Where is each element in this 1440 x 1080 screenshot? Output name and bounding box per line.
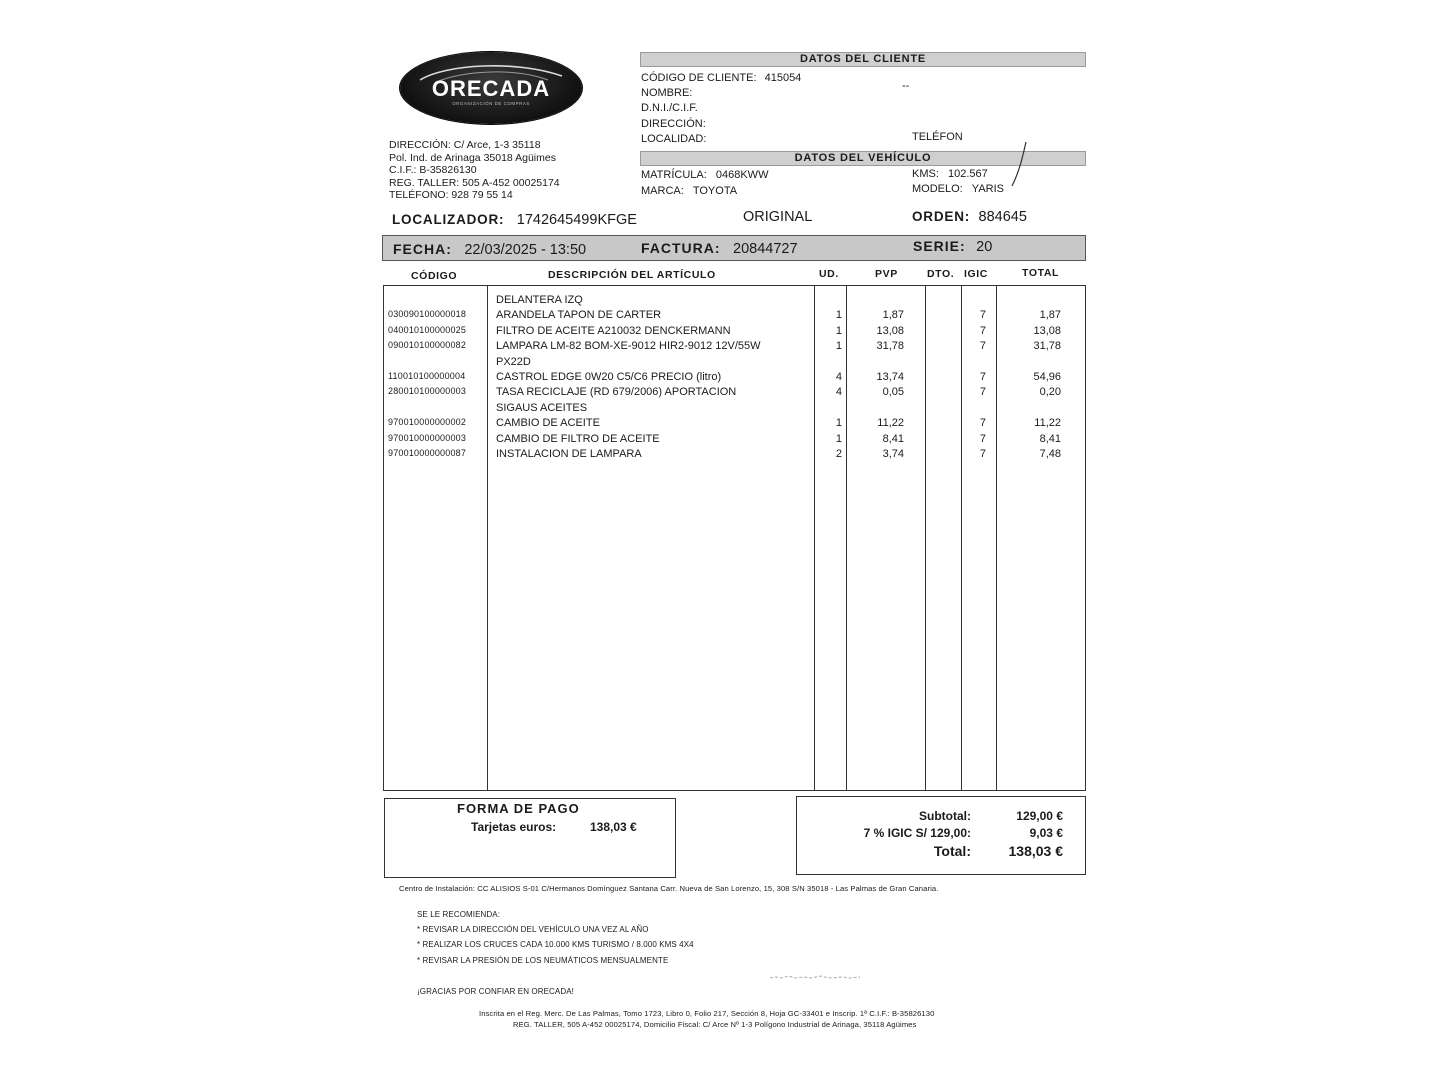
recommendation-item: * REVISAR LA PRESIÓN DE LOS NEUMÁTICOS MENSUALMENTE	[417, 956, 669, 965]
legal-line-1: Inscrita en el Reg. Merc. De Las Palmas, Tomo 1723, Libro 0, Folio 217, Sección 8, Hoja GC-33401 e Inscrip. 1ª C.I.F.: B-35826130	[479, 1009, 935, 1018]
table-row	[384, 433, 1087, 448]
col-header-pvp: PVP	[875, 268, 898, 280]
client-phone-label: TELÉFON	[912, 131, 963, 143]
logo-brand: ORECADA	[431, 76, 551, 101]
cell-igic: 7	[979, 324, 986, 337]
igic-value: 9,03 €	[1029, 826, 1063, 840]
table-row	[384, 448, 1087, 463]
table-row	[384, 371, 1087, 386]
cell-igic: 7	[979, 432, 986, 445]
line-items-table	[383, 285, 1086, 791]
cell-code: 090010100000082	[388, 340, 467, 351]
cell-code: 970010000000002	[388, 417, 467, 428]
company-address	[389, 139, 560, 202]
cell-description: LAMPARA LM-82 BOM-XE-9012 HIR2-9012 12V/55W	[496, 340, 761, 353]
cell-igic: 7	[979, 386, 986, 399]
logo-tagline: ORGANIZACIÓN DE COMPRAS	[452, 101, 530, 106]
cell-units: 4	[835, 371, 842, 383]
cell-code: 970010000000087	[388, 448, 467, 458]
vehicle-plate	[641, 169, 768, 181]
total-value: 138,03 €	[1008, 843, 1063, 859]
vehicle-kms	[912, 168, 988, 180]
cell-igic: 7	[979, 309, 986, 322]
table-row	[384, 402, 1087, 417]
payment-box	[384, 798, 676, 878]
cell-pvp: 13,08	[876, 324, 904, 337]
cell-description: ARANDELA TAPON DE CARTER	[496, 309, 662, 322]
payment-method-value: 138,03 €	[590, 820, 637, 834]
cell-total: 7,48	[1039, 448, 1061, 460]
cell-pvp: 3,74	[882, 448, 904, 460]
invoice-number	[641, 240, 798, 258]
cell-units: 2	[835, 448, 842, 460]
client-code	[641, 72, 801, 84]
vehicle-model-value: YARIS	[971, 183, 1004, 195]
cell-igic: 7	[979, 371, 986, 383]
localizador-value: 1742645499KFGE	[516, 212, 637, 228]
order-value: 884645	[978, 209, 1027, 225]
table-row	[384, 294, 1087, 309]
client-code-label: CÓDIGO DE CLIENTE:	[641, 72, 757, 84]
date-value: 22/03/2025 - 13:50	[464, 242, 587, 258]
invoice-date	[393, 241, 586, 259]
cell-description: SIGAUS ACEITES	[496, 401, 588, 414]
cell-description: PX22D	[496, 355, 531, 368]
invoice-number-label: FACTURA:	[641, 240, 721, 256]
pen-mark-icon	[1008, 140, 1030, 190]
vehicle-make-label: MARCA:	[641, 185, 684, 197]
signature-scribble-icon	[768, 973, 896, 981]
original-label: ORIGINAL	[743, 209, 813, 225]
cell-description: FILTRO DE ACEITE A210032 DENCKERMANN	[496, 324, 731, 337]
install-center: Centro de Instalación: CC ALISIOS S-01 C/Hermanos Domínguez Santana Carr. Nueva de San Lorenzo, 15, 308 S/N 35018 - Las Palmas de Gran Canaria.	[399, 884, 939, 893]
totals-box	[796, 796, 1086, 875]
cell-code: 970010000000003	[388, 432, 467, 443]
payment-method-label: Tarjetas euros:	[471, 820, 557, 834]
igic-label: 7 % IGIC S/ 129,00:	[863, 826, 971, 840]
client-dni-label: D.N.I./C.I.F.	[641, 102, 698, 114]
vehicle-plate-label: MATRÍCULA:	[641, 169, 707, 181]
series-value: 20	[976, 239, 993, 255]
subtotal-value: 129,00 €	[1016, 809, 1063, 823]
address-line: REG. TALLER: 505 A-452 00025174	[389, 176, 560, 189]
cell-igic: 7	[979, 417, 986, 430]
cell-igic: 7	[979, 448, 986, 460]
address-line: DIRECCIÓN: C/ Arce, 1-3 35118	[389, 139, 541, 151]
cell-total: 31,78	[1033, 340, 1061, 353]
cell-code: 110010100000004	[388, 371, 466, 381]
recommendation-item: * REALIZAR LOS CRUCES CADA 10.000 KMS TURISMO / 8.000 KMS 4X4	[417, 940, 694, 949]
localizador	[392, 211, 637, 229]
subtotal-label: Subtotal:	[919, 809, 971, 823]
client-address-label: DIRECCIÓN:	[641, 118, 706, 130]
cell-units: 1	[835, 340, 842, 353]
payment-title: FORMA DE PAGO	[457, 801, 580, 816]
total-label: Total:	[933, 843, 971, 859]
orecada-logo	[400, 52, 582, 124]
cell-description: INSTALACION DE LAMPARA	[496, 448, 642, 460]
recommendation-item: * REVISAR LA DIRECCIÓN DEL VEHÍCULO UNA VEZ AL AÑO	[417, 925, 649, 934]
table-row	[384, 386, 1087, 401]
thanks-message: ¡GRACIAS POR CONFIAR EN ORECADA!	[417, 987, 574, 996]
series-label: SERIE:	[913, 238, 966, 254]
cell-igic: 7	[979, 340, 986, 353]
cell-units: 1	[835, 432, 842, 445]
cell-pvp: 13,74	[876, 371, 904, 383]
date-label: FECHA:	[393, 241, 452, 257]
cell-units: 1	[835, 417, 842, 430]
vehicle-make	[641, 185, 737, 197]
cell-total: 11,22	[1034, 417, 1061, 430]
cell-units: 1	[835, 324, 842, 337]
recommend-title: SE LE RECOMIENDA:	[417, 910, 501, 919]
col-header-description: DESCRIPCIÓN DEL ARTÍCULO	[548, 269, 716, 281]
cell-description: CASTROL EDGE 0W20 C5/C6 PRECIO (litro)	[496, 371, 722, 383]
vehicle-plate-value: 0468KWW	[715, 169, 769, 181]
cell-pvp: 1,87	[882, 309, 904, 322]
invoice-number-value: 20844727	[733, 241, 798, 257]
table-row	[384, 340, 1087, 355]
col-header-igic: IGIC	[964, 268, 988, 280]
vehicle-kms-label: KMS:	[912, 168, 939, 180]
cell-description: DELANTERA IZQ	[496, 294, 583, 306]
cell-units: 4	[835, 386, 842, 399]
vehicle-make-value: TOYOTA	[692, 185, 738, 197]
address-line: Pol. Ind. de Arinaga 35018 Agüimes	[389, 151, 556, 164]
address-line: TELÉFONO: 928 79 55 14	[389, 189, 513, 201]
legal-line-2: REG. TALLER, 505 A-452 00025174, Domicilio Fiscal: C/ Arce Nº 1-3 Polígono Industrial de Arinaga, 35118 Agüimes	[513, 1020, 917, 1029]
cell-total: 0,20	[1039, 386, 1061, 399]
client-code-value: 415054	[764, 72, 802, 84]
cell-total: 8,41	[1039, 432, 1061, 445]
order-label: ORDEN:	[912, 209, 971, 224]
col-header-units: UD.	[819, 268, 839, 280]
cell-pvp: 8,41	[882, 432, 904, 445]
client-name-value: --	[902, 80, 910, 92]
cell-total: 1,87	[1039, 309, 1061, 322]
localizador-label: LOCALIZADOR:	[392, 212, 505, 227]
faint-signature-mark	[768, 968, 896, 976]
cell-description: CAMBIO DE ACEITE	[496, 417, 600, 430]
cell-total: 13,08	[1033, 324, 1061, 337]
col-header-code: CÓDIGO	[411, 270, 458, 282]
table-row	[384, 417, 1087, 432]
table-row	[384, 309, 1087, 324]
vehicle-kms-value: 102.567	[947, 168, 988, 180]
table-row	[384, 325, 1087, 340]
client-section-title: DATOS DEL CLIENTE	[640, 52, 1086, 67]
order	[912, 208, 1027, 226]
cell-code: 030090100000018	[388, 309, 467, 320]
vehicle-model-label: MODELO:	[912, 183, 963, 195]
cell-code: 040010100000025	[388, 324, 467, 335]
col-header-discount: DTO.	[927, 268, 955, 280]
cell-pvp: 11,22	[877, 417, 904, 430]
col-header-total: TOTAL	[1022, 267, 1060, 279]
cell-description: CAMBIO DE FILTRO DE ACEITE	[496, 432, 660, 445]
cell-units: 1	[835, 309, 842, 322]
invoice-series	[913, 238, 992, 256]
vehicle-section-title: DATOS DEL VEHÍCULO	[640, 151, 1086, 166]
address-line: C.I.F.: B-35826130	[389, 164, 477, 176]
cell-pvp: 31,78	[876, 340, 904, 353]
table-row	[384, 356, 1087, 371]
cell-total: 54,96	[1033, 371, 1061, 383]
cell-code: 280010100000003	[388, 386, 467, 397]
cell-pvp: 0,05	[882, 386, 904, 399]
cell-description: TASA RECICLAJE (RD 679/2006) APORTACION	[496, 386, 737, 399]
vehicle-model	[912, 183, 1004, 195]
client-name-label: NOMBRE:	[641, 87, 693, 99]
client-locality-label: LOCALIDAD:	[641, 133, 707, 145]
